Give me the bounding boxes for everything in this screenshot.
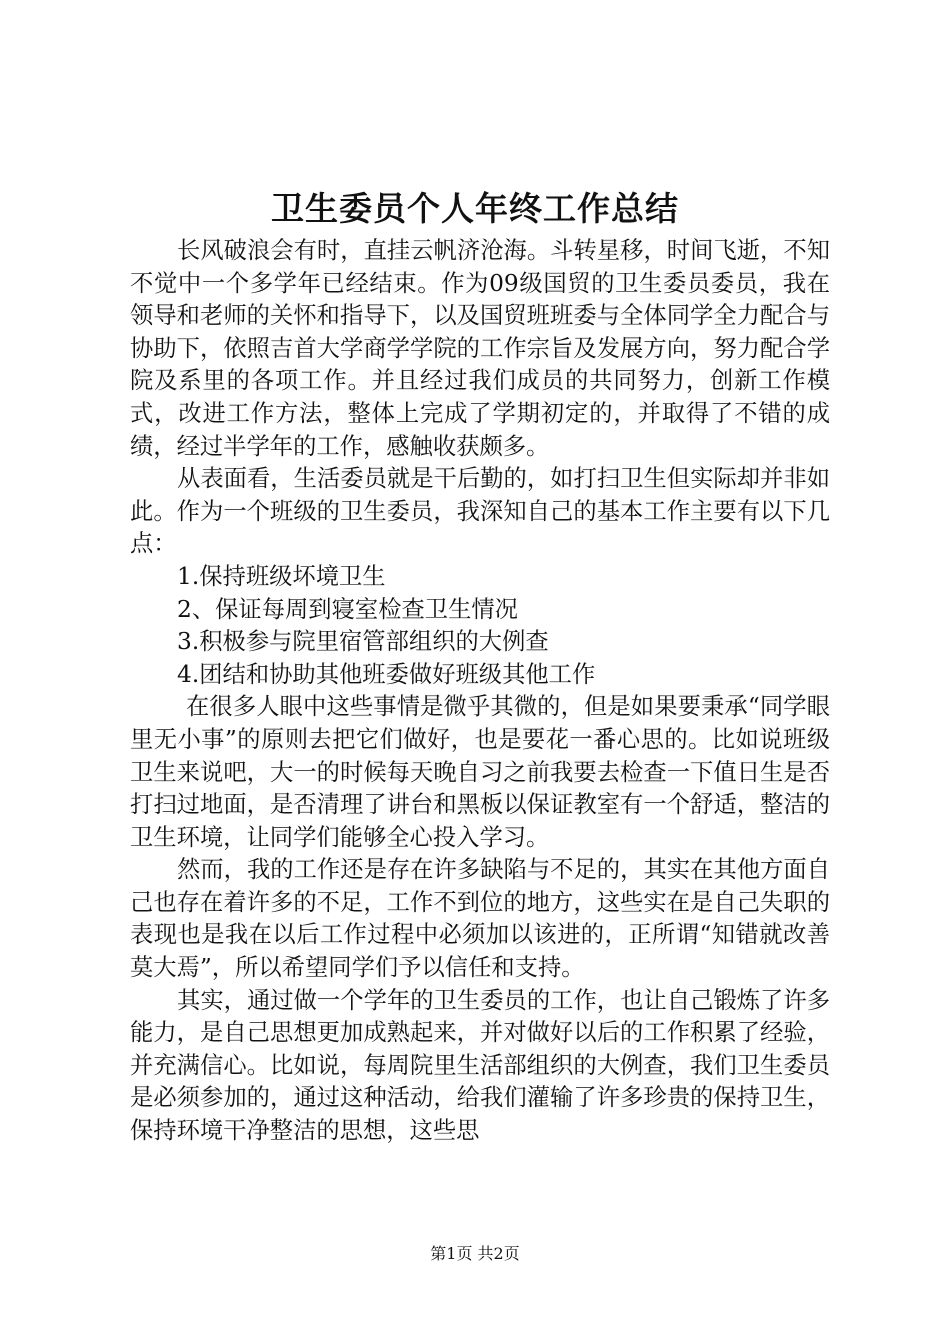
list-item: 2、保证每周到寝室检查卫生情况 bbox=[177, 595, 518, 623]
paragraph-duties: 从表面看，生活委员就是干后勤的，如打扫卫生但实际却并非如此。作为一个班级的卫生委员，我深知自己的基本工作主要有以下几点： bbox=[130, 465, 830, 558]
paragraph-shortcomings: 然而，我的工作还是存在许多缺陷与不足的，其实在其他方面自己也存在着许多的不足，工作不到位的地方，这些实在是自己失职的表现也是我在以后工作过程中必须加以该进的，正所谓“知错就改善莫大焉”，所以希望同学们予以信任和支持。 bbox=[130, 856, 830, 982]
list-item: 3.积极参与院里宿管部组织的大例查 bbox=[177, 628, 549, 656]
duty-list bbox=[130, 561, 830, 691]
list-item: 1.保持班级坏境卫生 bbox=[177, 562, 386, 590]
paragraph-intro: 长风破浪会有时，直挂云帆济沧海。斗转星移，时间飞逝，不知不觉中一个多学年已经结束。作为09级国贸的卫生委员委员，我在领导和老师的关怀和指导下，以及国贸班班委与全体同学全力配合与协助下，依照吉首大学商学学院的工作宗旨及发展方向，努力配合学院及系里的各项工作。并且经过我们成员的共同努力，创新工作模式，改进工作方法，整体上完成了学期初定的，并取得了不错的成绩，经过半学年的工作，感触收获颇多。 bbox=[130, 237, 830, 460]
list-item: 4.团结和协助其他班委做好班级其他工作 bbox=[177, 660, 596, 688]
document-title: 卫生委员个人年终工作总结 bbox=[271, 189, 679, 228]
page-footer: 第1页 共2页 bbox=[430, 1244, 520, 1263]
paragraph-growth: 其实，通过做一个学年的卫生委员的工作，也让自己锻炼了许多能力，是自己思想更加成熟起来，并对做好以后的工作积累了经验，并充满信心。比如说，每周院里生活部组织的大例查，我们卫生委员是必须参加的，通过这种活动，给我们灌输了许多珍贵的保持卫生，保持环境干净整洁的思想，这些思 bbox=[130, 986, 830, 1145]
paragraph-details: 在很多人眼中这些事情是微乎其微的，但是如果要秉承“同学眼里无小事”的原则去把它们做好，也是要花一番心思的。比如说班级卫生来说吧，大一的时候每天晚自习之前我要去检查一下值日生是否打扫过地面，是否清理了讲台和黑板以保证教室有一个舒适，整洁的卫生环境，让同学们能够全心投入学习。 bbox=[130, 693, 830, 851]
document-body bbox=[130, 235, 830, 1148]
